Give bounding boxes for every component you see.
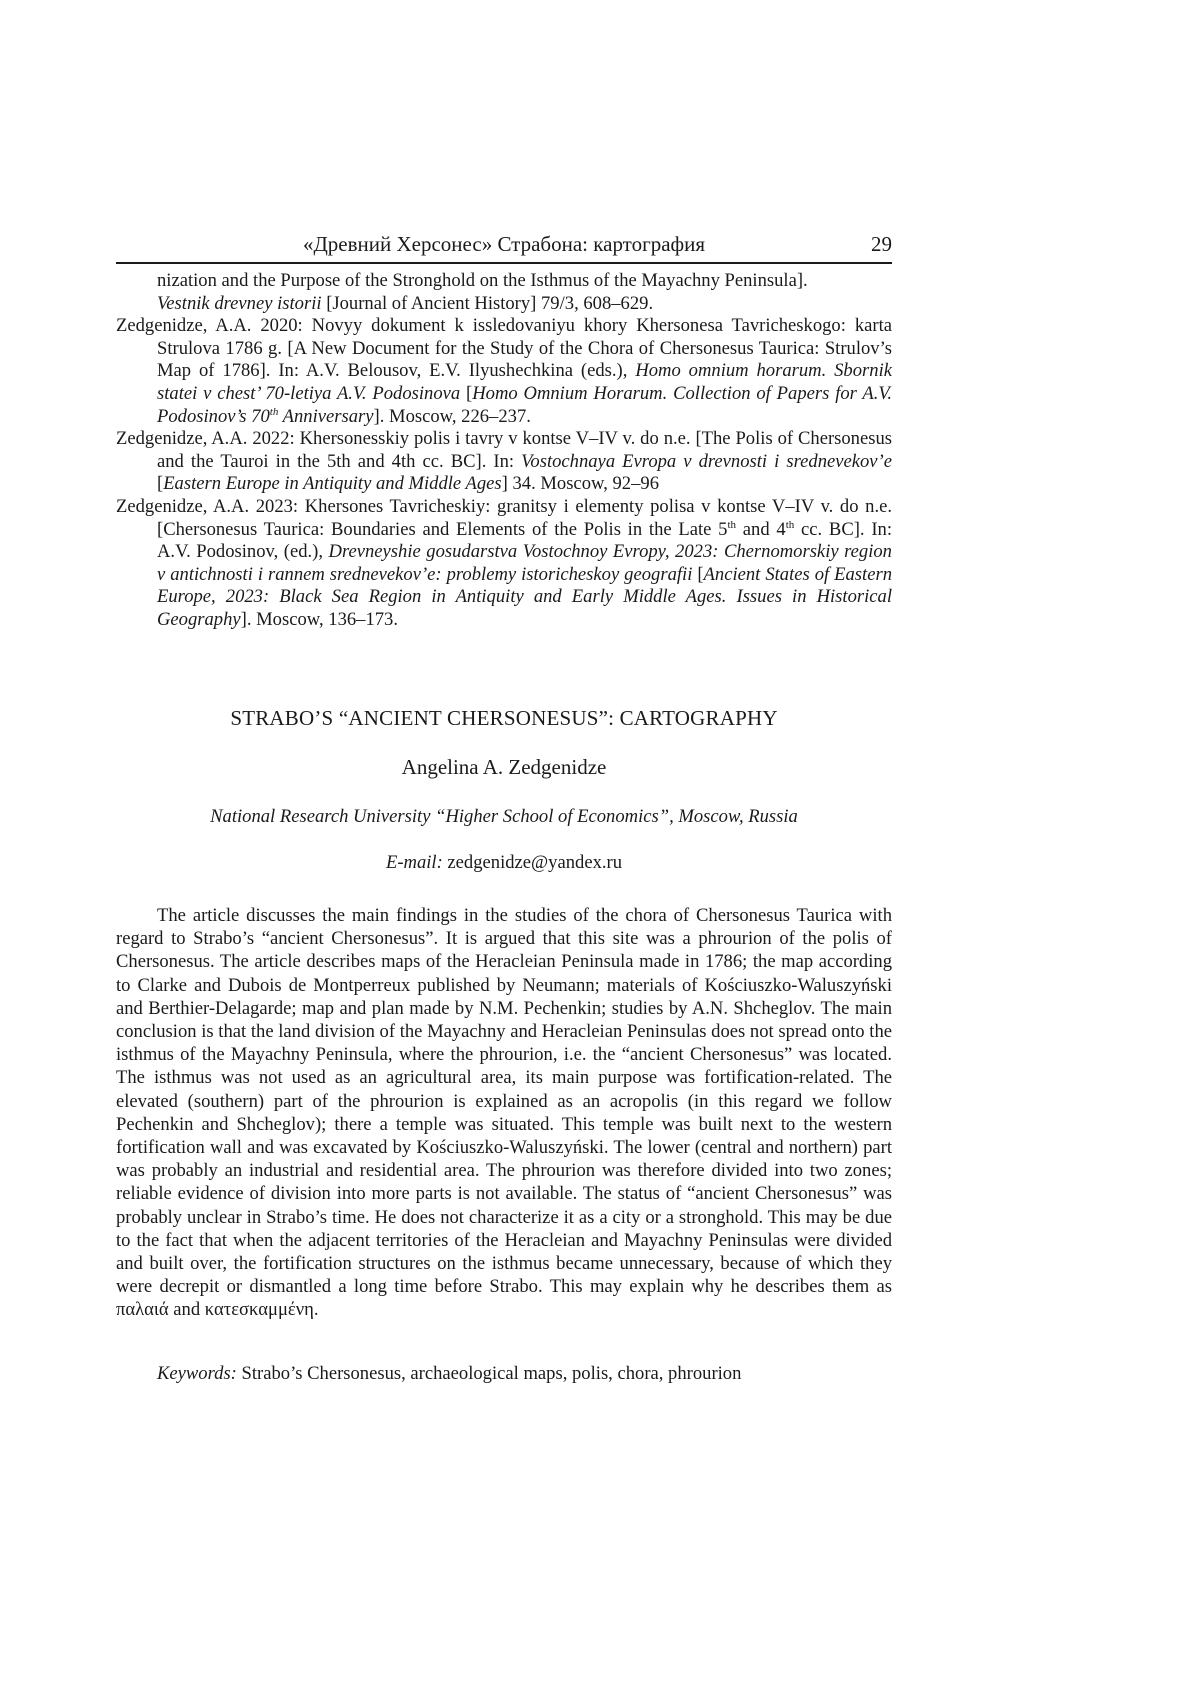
reference-entry: Zedgenidze, A.A. 2022: Khersonesskiy polis i tavry v kontse V–IV v. do n.e. [The Polis of Chersonesus and the Tauroi in the 5th and 4th cc. BC]. In: Vostochnaya Evropa v drevnosti i srednevekov’e [Eastern Europe in Antiquity and Middle Ages] 34. Moscow, 92–96 <box>116 428 893 495</box>
page-number: 29 <box>871 232 892 256</box>
author-affiliation: National Research University “Higher School of Economics”, Moscow, Russia <box>210 806 798 827</box>
reference-entry: nization and the Purpose of the Stronghold on the Isthmus of the Mayachny Peninsula]. Vestnik drevney istorii [Journal of Ancient History] 79/3, 608–629. <box>157 270 808 314</box>
article-author: Angelina A. Zedgenidze <box>401 755 607 779</box>
keywords <box>116 1362 892 1385</box>
running-header <box>116 230 892 264</box>
email-address: zedgenidze@yandex.ru <box>442 852 623 873</box>
running-title: «Древний Херсонес» Страбона: картография <box>302 232 706 256</box>
article-title: STRABO’S “ANCIENT CHERSONESUS”: CARTOGRAPHY <box>230 706 778 730</box>
reference-list <box>116 270 892 632</box>
keywords-list: Strabo’s Chersonesus, archaeological maps, polis, chora, phrourion <box>236 1363 742 1384</box>
keywords-label: Keywords: <box>157 1363 237 1384</box>
author-email <box>116 852 892 874</box>
abstract-text: The article discusses the main findings in the studies of the chora of Chersonesus Taurica with regard to Strabo’s “ancient Chersonesus”. It is argued that this site was a phrourion of the polis of Chersonesus. The article describes maps of the Heracleian Peninsula made in 1786; the map according to Clarke and Dubois de Montperreux published by Neumann; materials of Kościuszko-Waluszyński and Berthier-Delagarde; map and plan made by N.M. Pechenkin; studies by A.N. Shcheglov. The main conclusion is that the land division of the Mayachny and Heracleian Peninsulas does not spread onto the isthmus of the Mayachny Peninsula, where the phrourion, i.e. the “ancient Chersonesus” was located. The isthmus was not used as an agricultural area, its main purpose was fortification-related. The elevated (southern) part of the phrourion is explained as an acropolis (in this regard we follow Pechenkin and Shcheglov); there a temple was situated. This temple was built next to the western fortification wall and was excavated by Kościuszko-Waluszyński. The lower (central and northern) part was probably an industrial and residential area. The phrourion was therefore divided into two zones; reliable evidence of division into more parts is not available. The status of “ancient Chersonesus” was probably unclear in Strabo’s time. He does not characterize it as a city or a stronghold. This may be due to the fact that when the adjacent territories of the Heracleian and Mayachny Peninsulas were divided and built over, the fortification structures on the isthmus became unnecessary, because of which they were decrepit or dismantled a long time before Strabo. This may explain why he describes them as παλαιά and κατεσκαμμένη. <box>116 905 892 1321</box>
reference-entry: Zedgenidze, A.A. 2020: Novyy dokument k issledovaniyu khory Khersonesa Tavricheskogo: karta Strulova 1786 g. [A New Document for the Study of the Chora of Chersonesus Taurica: Strulov’s Map of 1786]. In: A.V. Belousov, E.V. Ilyushechkina (eds.), Homo omnium horarum. Sbornik statei v chest’ 70-letiya A.V. Podosinova [Homo Omnium Horarum. Collection of Papers for A.V. Podosinov’s 70th Anniversary]. Moscow, 226–237. <box>116 315 892 427</box>
email-label: E-mail: <box>385 852 443 873</box>
reference-entry: Zedgenidze, A.A. 2023: Khersones Tavricheskiy: granitsy i elementy polisa v kontse V–IV v. do n.e. [Chersonesus Taurica: Boundaries and Elements of the Polis in the Late 5th and 4th cc. BC]. In: A.V. Podosinov, (ed.), Drevneyshie gosudarstva Vostochnoy Evropy, 2023: Chernomorskiy region v antichnosti i rannem srednevekov’e: problemy istoricheskoy geografii [Ancient States of Eastern Europe, 2023: Black Sea Region in Antiquity and Early Middle Ages. Issues in Historical Geography]. Moscow, 136–173. <box>116 495 892 630</box>
